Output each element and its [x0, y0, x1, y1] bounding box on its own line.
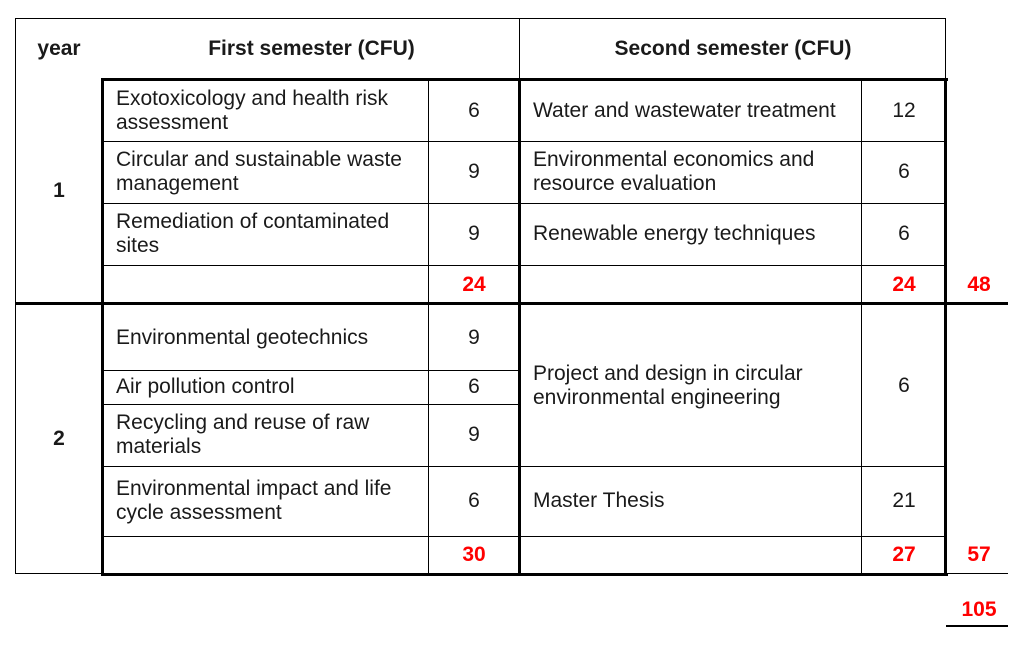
year-1-label: 1: [53, 179, 65, 202]
total-y2-s1: 30: [462, 543, 486, 566]
cfu-y2-s1-2: 6: [468, 375, 480, 398]
cfu-y2-s1-4: 6: [468, 489, 480, 512]
cfu-y1-s1-1: 6: [468, 99, 480, 122]
cfu-y1-s2-1: 12: [892, 99, 916, 122]
total-year-2: 57: [967, 543, 991, 566]
cfu-y2-s2-2: 21: [892, 489, 916, 512]
header-year: year: [37, 37, 81, 60]
cfu-y2-s1-1: 9: [468, 326, 480, 349]
course-y1-s1-1: Exotoxicology and health risk assessment: [116, 87, 388, 134]
course-y2-s1-1: Environmental geotechnics: [116, 326, 369, 349]
total-y1-s2: 24: [892, 273, 916, 296]
course-y2-s2-2: Master Thesis: [533, 489, 665, 512]
course-y1-s1-2: Circular and sustainable waste management: [116, 148, 402, 195]
total-y1-s1: 24: [462, 273, 486, 296]
course-y2-s1-4: Environmental impact and life cycle assessment: [116, 477, 392, 524]
total-y2-s2: 27: [892, 543, 916, 566]
course-y1-s2-3: Renewable energy techniques: [533, 222, 816, 245]
course-y2-s2-1: Project and design in circular environmental engineering: [533, 362, 803, 409]
cfu-y1-s2-3: 6: [898, 222, 910, 245]
header-second-semester: Second semester (CFU): [614, 37, 852, 60]
cfu-y1-s2-2: 6: [898, 160, 910, 183]
course-y1-s1-3: Remediation of contaminated sites: [116, 210, 390, 257]
course-y2-s1-2: Air pollution control: [116, 375, 295, 398]
total-year-1: 48: [967, 273, 991, 296]
year-2-label: 2: [53, 427, 65, 450]
cfu-y1-s1-2: 9: [468, 160, 480, 183]
header-first-semester: First semester (CFU): [208, 37, 415, 60]
course-y1-s2-2: Environmental economics and resource evaluation: [533, 148, 815, 195]
course-y1-s2-1: Water and wastewater treatment: [533, 99, 836, 122]
cfu-y2-s2-1: 6: [898, 374, 910, 397]
grand-total: 105: [961, 598, 997, 621]
cfu-y2-s1-3: 9: [468, 423, 480, 446]
cfu-y1-s1-3: 9: [468, 222, 480, 245]
course-y2-s1-3: Recycling and reuse of raw materials: [116, 411, 370, 458]
